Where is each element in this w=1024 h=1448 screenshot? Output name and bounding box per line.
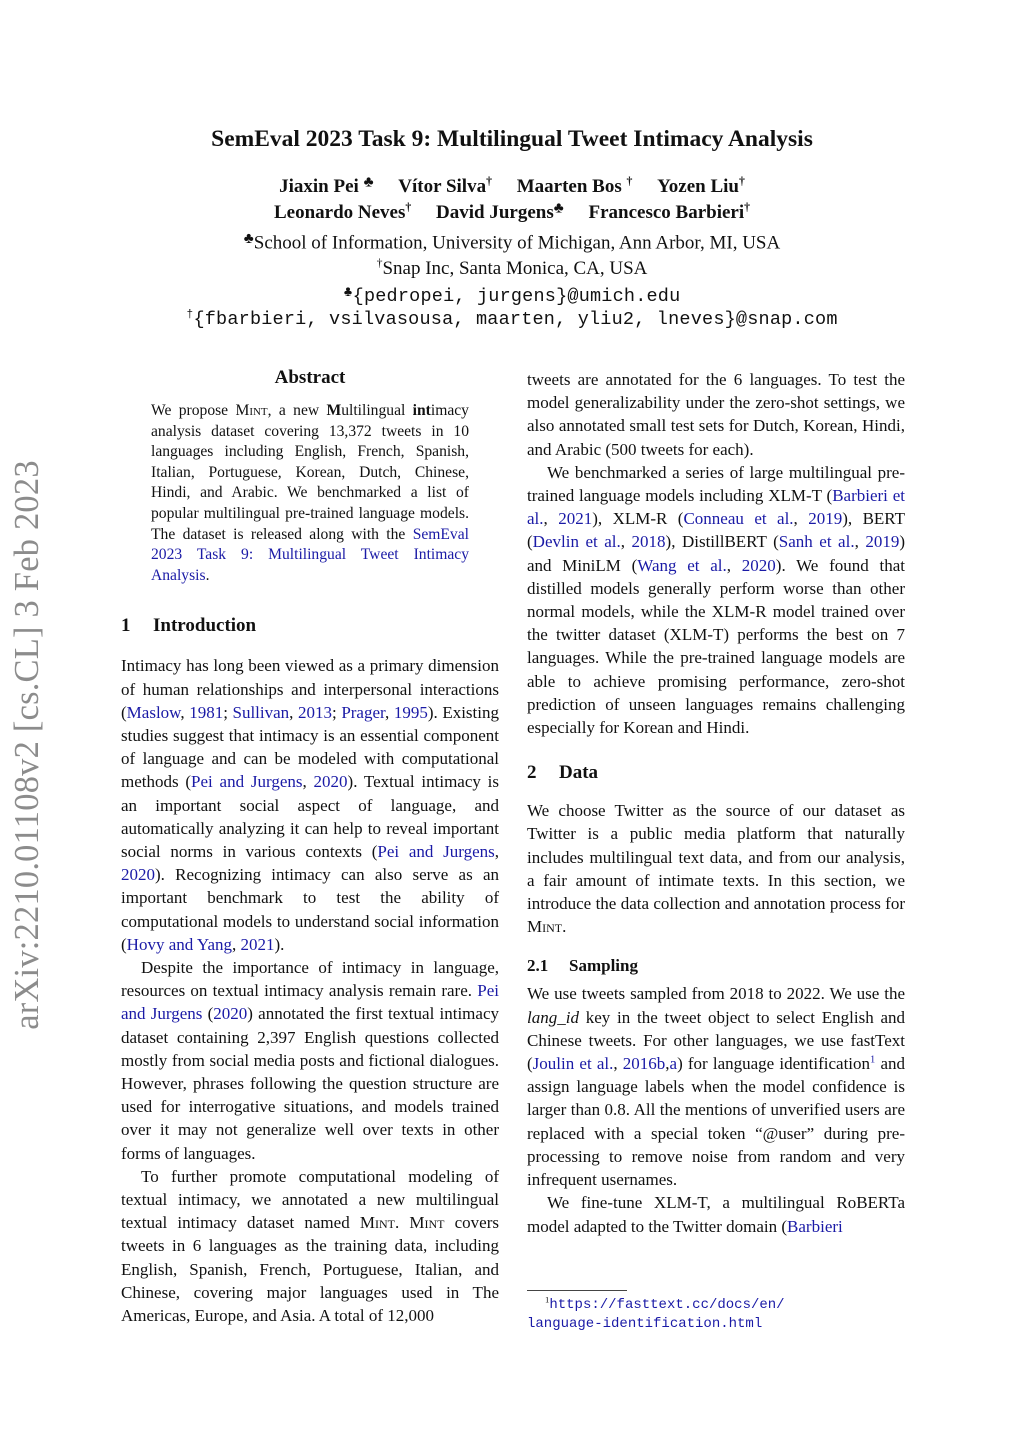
email[interactable]: †{fbarbieri, vsilvasousa, maarten, yliu2, lneves}@snap.com <box>186 307 838 330</box>
citation-link[interactable]: 2020 <box>741 555 776 575</box>
author-line-1 <box>0 174 1024 198</box>
footnote-marker[interactable]: 1 <box>870 1054 876 1066</box>
footnote <box>527 1290 907 1333</box>
footnote-number: 1 <box>545 1294 550 1305</box>
citation-link[interactable]: Pei and Jurgens <box>191 772 303 792</box>
affiliation: †Snap Inc, Santa Monica, CA, USA <box>376 256 648 279</box>
intro-paragraph-3: To further promote computational modeling of textual intimacy, we annotated a new multilingual textual intimacy dataset named Mint. Mint covers tweets in 6 languages as the training data, including English, Spanish, French, Portuguese, Italian, and Chinese, covering major languages used in The Americas, Europe, and Asia. A total of 12,000 <box>121 1166 500 1326</box>
citation-link[interactable]: Sanh et al. <box>778 532 855 552</box>
left-column <box>121 366 499 1327</box>
citation-link[interactable]: 2020 <box>121 865 155 885</box>
citation-link[interactable]: 2013 <box>298 702 332 722</box>
citation-link[interactable]: Conneau et al. <box>683 509 794 529</box>
author: Maarten Bos † <box>516 174 633 198</box>
author: Vítor Silva† <box>398 174 492 198</box>
author: Francesco Barbieri† <box>588 200 751 224</box>
citation-link[interactable]: Hovy and Yang <box>126 934 232 954</box>
citation-link[interactable]: 1981 <box>189 702 224 722</box>
citation-link[interactable]: 2018 <box>631 532 666 552</box>
intro-paragraph-3-cont: tweets are annotated for the 6 languages. To test the model generalizability under the zero-shot settings, we also annotated small test sets for Dutch, Korean, Hindi, and Arabic (500 tweets for each). <box>527 370 905 459</box>
citation-link[interactable]: Wang et al. <box>637 555 727 575</box>
citation-link[interactable]: 2020 <box>213 1004 248 1024</box>
section-heading-data: 2 Data <box>527 762 599 784</box>
right-column <box>527 368 905 1238</box>
data-paragraph: We choose Twitter as the source of our dataset as Twitter is a public media platform that naturally includes multilingual text data, and from our analysis, a fair amount of intimate texts. In this section, we introduce the data collection and annotation process for Mint. <box>527 801 905 937</box>
author: Yozen Liu† <box>657 174 745 198</box>
citation-link[interactable]: Pei and Jurgens <box>377 841 495 861</box>
sampling-paragraph-2: We fine-tune XLM-T, a multilingual RoBERTa model adapted to the Twitter domain (Barbieri <box>527 1193 905 1236</box>
affiliation: ♣School of Information, University of Michigan, Ann Arbor, MI, USA <box>243 230 781 254</box>
intro-paragraph-1: Intimacy has long been viewed as a primary dimension of human relationships and interpersonal interactions (Maslow, 1981; Sullivan, 2013; Prager, 1995). Existing studies suggest that intimacy is an essential component of language and can be modeled with computational methods (Pei and Jurgens, 2020). Textual intimacy is an important social aspect of language, and automatically analyzing it can help to reveal important social norms in various contexts (Pei and Jurgens, 2020). Recognizing intimacy can also serve as an important benchmark to test the ability of computational models to understand social information (Hovy and Yang, 2021). <box>121 656 500 954</box>
citation-link[interactable]: Sullivan <box>232 702 290 722</box>
arxiv-stamp: arXiv:2210.01108v2 [cs.CL] 3 Feb 2023 <box>8 460 46 1030</box>
citation-link[interactable]: a <box>669 1054 678 1074</box>
intro-paragraph-2: Despite the importance of intimacy in language, resources on textual intimacy analysis remain rare. Pei and Jurgens (2020) annotated the first textual intimacy dataset containing 2,397 English questions collected mostly from social media posts and fictional dialogues. However, phrases following the question structure are used for interrogative situations, and models trained over it may not generalize well over texts in other forms of languages. <box>121 957 499 1163</box>
author: Leonardo Neves† <box>273 200 412 224</box>
subsection-heading-sampling: 2.1 Sampling <box>527 956 638 976</box>
citation-link[interactable]: Prager <box>341 702 385 722</box>
citation-link[interactable]: 2020 <box>313 772 348 792</box>
author: Jiaxin Pei ♣ <box>279 174 374 198</box>
section-heading-introduction: 1 Introduction <box>121 615 257 637</box>
citation-link[interactable]: 2019 <box>808 509 843 529</box>
citation-link[interactable]: Maslow <box>126 702 181 722</box>
citation-link[interactable]: Barbieri <box>787 1216 843 1236</box>
citation-link[interactable]: 2021 <box>558 509 593 529</box>
author-line-2 <box>0 200 1024 224</box>
citation-link[interactable]: 2019 <box>865 532 900 552</box>
abstract-heading: Abstract <box>274 367 346 388</box>
citation-link[interactable]: Barbieri et al. <box>527 486 905 529</box>
citation-link[interactable]: 1995 <box>393 702 428 722</box>
task-link[interactable]: SemEval 2023 Task 9: Multilingual Tweet Intimacy Analysis <box>151 525 469 584</box>
abstract-text: We propose Mint, a new Multilingual intimacy analysis dataset covering 13,372 tweets in 10 languages including English, French, Spanish, Italian, Portuguese, Korean, Dutch, Chinese, Hindi, and Arabic. We benchmarked a list of popular multilingual pre-trained language models. The dataset is released along with the SemEval 2023 Task 9: Multilingual Tweet Intimacy Analysis. <box>151 402 469 584</box>
email[interactable]: ♣{pedropei, jurgens}@umich.edu <box>343 285 681 308</box>
author: David Jurgens♣ <box>436 200 564 224</box>
citation-link[interactable]: Joulin et al. <box>532 1054 614 1074</box>
citation-link[interactable]: 2021 <box>240 934 275 954</box>
citation-link[interactable]: Devlin et al. <box>532 532 621 552</box>
footnote-url[interactable]: language-identification.html <box>527 1315 763 1332</box>
citation-link[interactable]: Pei and Jurgens <box>121 981 499 1024</box>
footnote-url[interactable]: https://fasttext.cc/docs/en/ <box>549 1297 785 1313</box>
paper-title: SemEval 2023 Task 9: Multilingual Tweet Intimacy Analysis <box>211 126 813 152</box>
citation-link[interactable]: 2016b <box>622 1054 666 1074</box>
footnote-rule <box>527 1290 627 1291</box>
sampling-paragraph-1: We use tweets sampled from 2018 to 2022. We use the lang_id key in the tweet object to select English and Chinese tweets. For other languages, we use fastText (Joulin et al., 2016b,a) for language identification$^1$ and assign language labels when the model confidence is larger than 0.8. All the mentions of unverified users are replaced with a special token “@user” during pre-processing to remove noise from random and very infrequent usernames. <box>527 984 906 1190</box>
intro-paragraph-4: We benchmarked a series of large multilingual pre-trained language models including XLM-T (Barbieri et al., 2021), XLM-R (Conneau et al., 2019), BERT (Devlin et al., 2018), DistillBERT (Sanh et al., 2019) and MiniLM (Wang et al., 2020). We found that distilled models generally perform worse than other normal models, while the XLM-R model trained over the twitter dataset (XLM-T) performs the best on 7 languages. While the pre-trained language models are able to achieve promising performance, zero-shot prediction of unseen languages remains challenging especially for Korean and Hindi. <box>527 462 906 738</box>
